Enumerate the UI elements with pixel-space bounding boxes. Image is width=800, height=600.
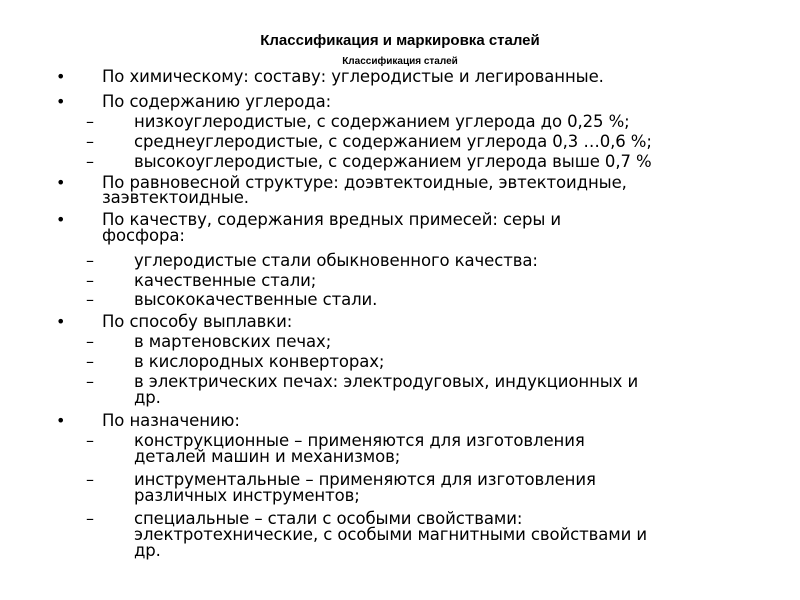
list-item: в электрических печах: электродуговых, индукционных и [134,372,639,391]
slide-title: Классификация и маркировка сталей [260,32,540,49]
list-item-continuation: электротехнические, с особыми магнитными свойствами и [134,525,647,544]
list-item: среднеуглеродистые, с содержанием углерода 0,3 …0,6 %; [134,132,652,151]
dash-marker: – [86,509,94,528]
list-item: По способу выплавки: [102,312,293,331]
bullet-marker: • [56,173,66,192]
bullet-marker: • [56,210,66,229]
dash-marker: – [86,152,94,171]
bullet-marker: • [56,67,66,86]
list-item-continuation: деталей машин и механизмов; [134,447,401,466]
list-item: специальные – стали с особыми свойствами: [134,509,523,528]
list-item-continuation: различных инструментов; [134,486,360,505]
bullet-marker: • [56,92,66,111]
dash-marker: – [86,112,94,131]
list-item: По равновесной структуре: доэвтектоидные, эвтектоидные, [102,173,627,192]
list-item: в кислородных конверторах; [134,352,385,371]
dash-marker: – [86,470,94,489]
dash-marker: – [86,372,94,391]
dash-marker: – [86,251,94,270]
list-item: углеродистые стали обыкновенного качества: [134,251,538,270]
list-item-continuation: заэвтектоидные. [102,188,249,207]
list-item: По качеству, содержания вредных примесей: серы и [102,210,562,229]
dash-marker: – [86,290,94,309]
bullet-marker: • [56,312,66,331]
list-item-continuation: др. [134,541,161,560]
list-item: низкоуглеродистые, с содержанием углерода до 0,25 %; [134,112,630,131]
list-item-continuation: фосфора: [102,226,185,245]
dash-marker: – [86,431,94,450]
list-item: По содержанию углерода: [102,92,332,111]
bullet-marker: • [56,411,66,430]
dash-marker: – [86,132,94,151]
list-item: конструкционные – применяются для изготовления [134,431,585,450]
slide-subtitle: Классификация сталей [342,56,458,67]
dash-marker: – [86,332,94,351]
dash-marker: – [86,352,94,371]
list-item: По химическому: составу: углеродистые и легированные. [102,67,604,86]
list-item: инструментальные – применяются для изготовления [134,470,596,489]
dash-marker: – [86,271,94,290]
list-item: высококачественные стали. [134,290,378,309]
list-item-continuation: др. [134,388,161,407]
list-item: По назначению: [102,411,240,430]
list-item: в мартеновских печах; [134,332,332,351]
list-item: высокоуглеродистые, с содержанием углерода выше 0,7 % [134,152,652,171]
list-item: качественные стали; [134,271,317,290]
